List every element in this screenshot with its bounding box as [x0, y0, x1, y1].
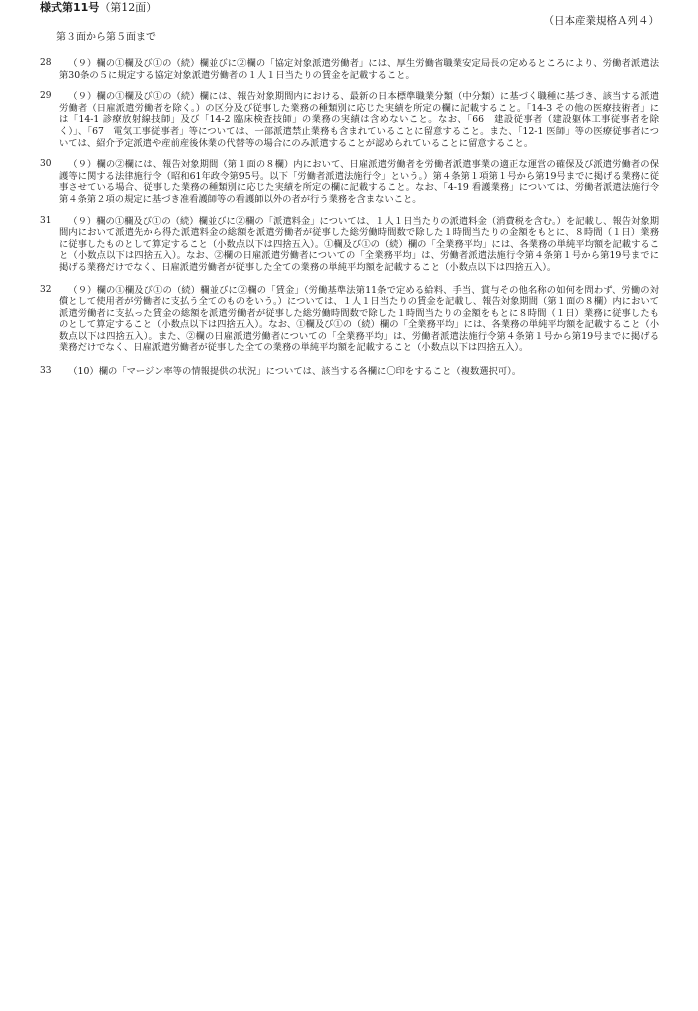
item-number: 30 [40, 159, 52, 170]
item-number: 29 [40, 91, 52, 102]
paper-standard-note: （日本産業規格Ａ列４） [543, 15, 659, 27]
form-title [40, 1, 157, 15]
instruction-item-30 [0, 159, 698, 205]
item-number: 33 [40, 366, 52, 377]
instruction-item-32 [0, 285, 698, 355]
instruction-item-28 [0, 58, 698, 81]
item-text: （９）欄の②欄には、報告対象期間（第１面の８欄）内において、日雇派遣労働者を労働者派遣事業の適正な運営の確保及び派遣労働者の保護等に関する法律施行令（昭和61年政令第95号。以下「労働者派遣法施行令」という。）第４条第１項第１号から第19号までに掲げる業務に従事させている場合、従事した業務の種類別に応じた実績を所定の欄に記載すること。なお、「4-19 看護業務」については、労働者派遣法施行令第４条第２項の規定に基づき准看護師等の看護師以外の者が行う業務を含まないこと。 [59, 159, 659, 205]
item-text: （９）欄の①欄及び①の（続）欄には、報告対象期間内における、最新の日本標準職業分類（中分類）に基づく職種に基づき、該当する派遣労働者（日雇派遣労働者を除く。）の区分及び従事した業務の種類別に応じた実績を所定の欄に記載すること。「14-3 その他の医療技術者」には「14-1 診療放射線技師」及び「14-2 臨床検査技師」の業務の実績は含めないこと。なお、「66 建設従事者（建設躯体工事従事者を除く）」、「67 電気工事従事者」等については、一部派遣禁止業務も含まれていることに留意すること。また、「12-1 医師」等の医療従事者については、紹介予定派遣や産前産後休業の代替等の場合にのみ派遣することが認められていることに留意すること。 [59, 91, 659, 149]
item-text: （９）欄の①欄及び①の（続）欄並びに②欄の「賃金」（労働基準法第11条で定める給料、手当、賞与その他名称の如何を問わず、労働の対償として使用者が労働者に支払う全てのものをいう。）については、１人１日当たりの賃金を記載し、報告対象期間（第１面の８欄）内において派遣労働者に支払った賃金の総額を派遣労働者が従事した総労働時間数で除した１時間当たりの金額をもとに８時間（１日）業務に従事したものとして算定すること（小数点以下は四捨五入）。なお、①欄及び①の（続）欄の「全業務平均」には、各業務の単純平均額を記載すること（小数点以下は四捨五入）。また、②欄の日雇派遣労働者についての「全業務平均」は、労働者派遣法施行令第４条第１号から第19号までに掲げる業務だけでなく、日雇派遣労働者が従事した全ての業務の単純平均額を記載すること（小数点以下は四捨五入）。 [59, 284, 659, 354]
item-text: （９）欄の①欄及び①の（続）欄並びに②欄の「協定対象派遣労働者」には、厚生労働省職業安定局長の定めるところにより、労働者派遣法第30条の５に規定する協定対象派遣労働者の１人１日当たりの賃金を記載すること。 [59, 58, 659, 81]
instruction-item-29 [0, 91, 698, 149]
form-page-label: （第12面） [99, 1, 158, 14]
instruction-list [0, 58, 698, 388]
page-range-heading: 第３面から第５面まで [56, 32, 156, 43]
form-number: 様式第11号 [40, 1, 100, 14]
instruction-item-31 [0, 216, 698, 274]
item-text: （９）欄の①欄及び①の（続）欄並びに②欄の「派遣料金」については、１人１日当たりの派遣料金（消費税を含む。）を記載し、報告対象期間内において派遣先から得た派遣料金の総額を派遣労働者が従事した総労働時間数で除した１時間当たりの金額をもとに、８時間（１日）業務に従事したものとして算定すること（小数点以下は四捨五入）。①欄及び①の（続）欄の「全業務平均」には、各業務の単純平均額を記載すること（小数点以下は四捨五入）。なお、②欄の日雇派遣労働者についての「全業務平均」は、労働者派遣法施行令第４条第１号から第19号までに掲げる業務だけでなく、日雇派遣労働者が従事した全ての業務の単純平均額を記載すること（小数点以下は四捨五入）。 [59, 215, 659, 273]
item-number: 32 [40, 284, 52, 295]
item-number: 31 [40, 215, 52, 226]
item-number: 28 [40, 58, 52, 68]
instruction-item-33 [0, 366, 698, 378]
item-text: （10）欄の「マージン率等の情報提供の状況」については、該当する各欄に〇印をすること（複数選択可）。 [68, 366, 522, 378]
